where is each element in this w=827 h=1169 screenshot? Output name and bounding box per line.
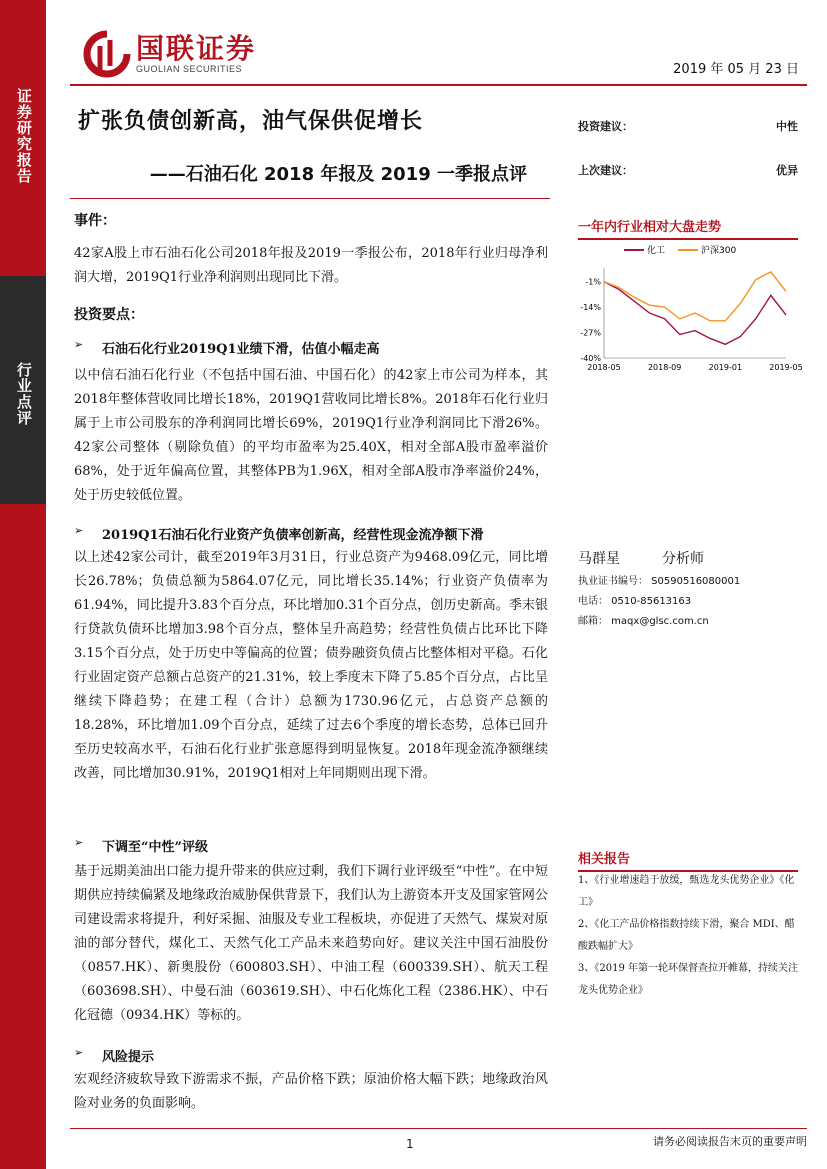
header-divider bbox=[70, 84, 807, 86]
logo-mark-icon bbox=[84, 30, 130, 78]
event-heading: 事件： bbox=[74, 213, 116, 229]
point-4-title bbox=[74, 1046, 548, 1065]
y-tick-label: -40% bbox=[580, 354, 601, 363]
rating-current bbox=[578, 118, 798, 134]
footer-disclaimer: 请务必阅读报告末页的重要声明 bbox=[653, 1135, 807, 1148]
x-tick-label: 2019-05 bbox=[769, 363, 803, 372]
company-logo bbox=[84, 30, 256, 78]
x-tick-label: 2018-09 bbox=[647, 363, 682, 372]
rating-current-value: 中性 bbox=[776, 120, 798, 133]
bullet-arrow-icon: ➢ bbox=[74, 1046, 84, 1059]
sidebar-decoration bbox=[0, 504, 46, 1169]
report-subtitle: ——石油石化 2018 年报及 2019 一季报点评 bbox=[149, 164, 527, 185]
report-date: 2019 年 05 月 23 日 bbox=[673, 62, 799, 77]
rating-previous-value: 优异 bbox=[776, 164, 798, 177]
related-report-2[interactable]: 2、《化工产品价格指数持续下滑，聚合 MDI、醋酸跌幅扩大》 bbox=[578, 919, 795, 952]
analyst-email[interactable]: 邮箱： maqx@glsc.com.cn bbox=[578, 616, 709, 627]
sidebar-report-type bbox=[0, 0, 46, 276]
chart-x-axis bbox=[587, 358, 802, 372]
rating-previous bbox=[578, 162, 798, 178]
analyst-name: 马群星 bbox=[578, 551, 620, 567]
points-heading: 投资要点： bbox=[74, 307, 144, 323]
event-text: 42家A股上市石油石化公司2018年报及2019一季报公布，2018年行业归母净利润大增，2019Q1行业净利润则出现同比下滑。 bbox=[74, 246, 548, 285]
chart-y-axis bbox=[580, 268, 604, 363]
chart-legend bbox=[624, 244, 736, 256]
analyst-title: 分析师 bbox=[662, 551, 704, 567]
point-4-title-text: 风险提示 bbox=[102, 1050, 155, 1065]
rating-previous-label: 上次建议： bbox=[578, 164, 633, 177]
analyst-license: 执业证书编号： S0590516080001 bbox=[578, 576, 741, 587]
legend-label-hs300: 沪深300 bbox=[701, 246, 737, 256]
y-tick-label: -27% bbox=[580, 328, 601, 338]
related-report-1[interactable]: 1、《行业增速趋于放缓，甄选龙头优势企业》《化工》 bbox=[578, 875, 795, 908]
sidebar-report-type-label: 证券研究报告 bbox=[14, 88, 33, 184]
point-2-title-text: 2019Q1石油石化行业资产负债率创新高，经营性现金流净额下滑 bbox=[102, 528, 484, 543]
point-2-text: 以上述42家公司计，截至2019年3月31日，行业总资产为9468.09亿元，同比增长26.78%；负债总额为5864.07亿元，同比增长35.14%；行业资产负债率为61.94%，同比提升3.83个百分点，环比增加0.31个百分点，创历史新高。季末银行贷款负债环比增加3.98个百分点，整体呈升高趋势；经营性负债占比环比下降3.15个百分点，处于历史中等偏高的位置；债券融资负债占比整体相对平稳。石化行业固定资产总额占总资产的21.31%，较上季度末下降了5.85个百分点，占比呈继续下降趋势；在建工程（合计）总额为1730.96亿元，占总资产总额的18.28%，环比增加1.09个百分点，延续了过去6个季度的增长态势，总体已回升至历史较高水平，石油石化行业扩张意愿得到明显恢复。2018年现金流净额继续改善，同比增加30.91%，2019Q1相对上年同期则出现下滑。 bbox=[74, 550, 548, 781]
title-divider bbox=[70, 198, 550, 199]
x-tick-label: 2018-05 bbox=[587, 363, 621, 372]
footer-divider bbox=[70, 1128, 807, 1129]
y-tick-label: -1% bbox=[585, 277, 601, 287]
related-report-3[interactable]: 3、《2019 年第一轮环保督查拉开帷幕，持续关注龙头优势企业》 bbox=[578, 963, 798, 996]
point-1-text: 以中信石油石化行业（不包括中国石油、中国石化）的42家上市公司为样本，其2018年整体营收同比增长18%，2019Q1营收同比增长8%。2018年石化行业归属于上市公司股东的净利润同比增长69%，2019Q1行业净利润同比下滑26%。42家公司整体（剔除负值）的平均市盈率为25.40X，相对全部A股市盈率溢价68%，处于近年偏高位置，其整体PB为1.96X，相对全部A股市净率溢价24%，处于历史较低位置。 bbox=[74, 368, 548, 503]
point-4-text: 宏观经济疲软导致下游需求不振，产品价格下跌；原油价格大幅下跌；地缘政治风险对业务的负面影响。 bbox=[74, 1072, 548, 1111]
chart-lines bbox=[604, 272, 786, 344]
related-heading: 相关报告 bbox=[578, 848, 798, 872]
bullet-arrow-icon: ➢ bbox=[74, 836, 84, 849]
report-title: 扩张负债创新高，油气保供促增长 bbox=[78, 109, 424, 134]
point-2-title bbox=[74, 524, 548, 543]
legend-label-chemical: 化工 bbox=[647, 246, 666, 256]
x-tick-label: 2019-01 bbox=[708, 363, 743, 372]
logo-chinese-text: 国联证券 bbox=[136, 32, 257, 65]
bullet-arrow-icon: ➢ bbox=[74, 338, 84, 351]
point-3-text: 基于远期美油出口能力提升带来的供应过剩，我们下调行业评级至“中性”。在中短期供应持续偏紧及地缘政治威胁保供背景下，我们认为上游资本开支及国家管网公司建设需求将提升，利好采掘、油服及专业工程板块，亦促进了天然气、煤炭对原油的部分替代，煤化工、天然气化工产品未来趋势向好。建议关注中国石油股份（0857.HK）、新奥股份（600803.SH）、中油工程（600339.SH）、航天工程（603698.SH）、中曼石油（603619.SH）、中石化炼化工程（2386.HK）、中石化冠德（0934.HK）等标的。 bbox=[74, 864, 548, 1023]
logo-english-text: GUOLIAN SECURITIES bbox=[136, 64, 243, 74]
bullet-arrow-icon: ➢ bbox=[74, 524, 84, 537]
point-1-title-text: 石油石化行业2019Q1业绩下滑，估值小幅走高 bbox=[102, 342, 380, 357]
y-tick-label: -14% bbox=[580, 303, 601, 313]
page-number: 1 bbox=[406, 1137, 414, 1151]
chart-heading: 一年内行业相对大盘走势 bbox=[578, 216, 798, 240]
rating-current-label: 投资建议： bbox=[578, 120, 633, 133]
sidebar-category bbox=[0, 276, 46, 504]
point-1-title bbox=[74, 338, 548, 357]
sidebar-category-label: 行业点评 bbox=[14, 362, 33, 426]
point-3-title-text: 下调至“中性”评级 bbox=[102, 840, 208, 855]
point-3-title bbox=[74, 836, 548, 855]
analyst-phone: 电话： 0510-85613163 bbox=[578, 596, 692, 607]
relative-performance-chart bbox=[572, 240, 803, 380]
